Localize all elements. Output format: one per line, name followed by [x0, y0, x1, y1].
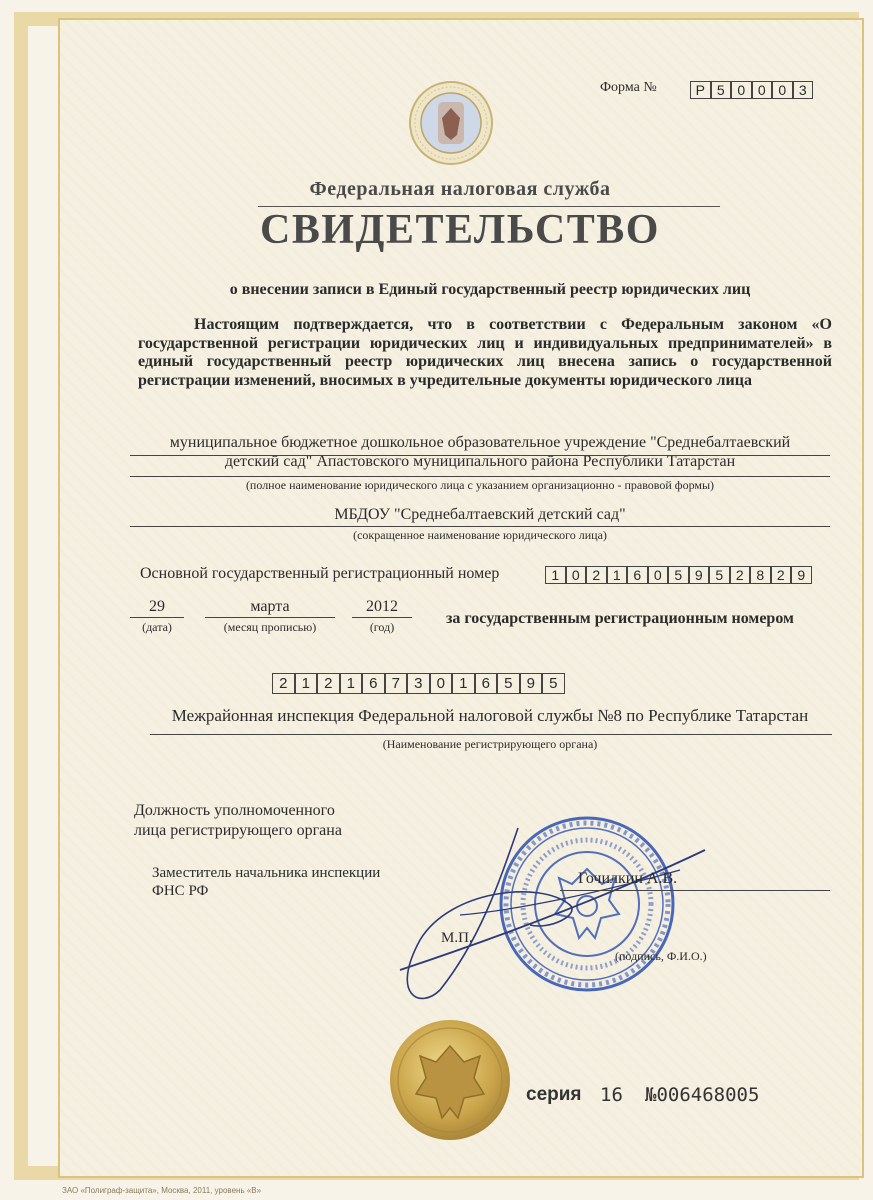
- ogrn-digit: 9: [791, 566, 812, 584]
- ogrn-digit: 0: [566, 566, 587, 584]
- grn-digit: 5: [497, 673, 520, 694]
- grn-digit: 2: [317, 673, 340, 694]
- grn-digit: 6: [475, 673, 498, 694]
- position-label-line2: лица регистрирующего органа: [134, 822, 342, 839]
- hologram-emblem-icon: [408, 80, 494, 166]
- form-code-char: 5: [711, 81, 732, 99]
- date-day: 29: [149, 598, 165, 615]
- handwritten-signature: [380, 820, 710, 1020]
- form-code-char: 0: [731, 81, 752, 99]
- position-title-line2: ФНС РФ: [152, 883, 209, 899]
- full-name-underline: [130, 476, 830, 477]
- ogrn-digit: 1: [607, 566, 628, 584]
- form-code-char: Р: [690, 81, 711, 99]
- ogrn-digit: 9: [689, 566, 710, 584]
- date-month-caption: (месяц прописью): [223, 620, 317, 634]
- registrar-caption: (Наименование регистрирующего органа): [382, 737, 598, 751]
- ogrn-digit: 8: [750, 566, 771, 584]
- signer-name: Гочилкин А.В.: [578, 870, 678, 887]
- date-month-underline: [205, 617, 335, 618]
- grn-digit: 1: [295, 673, 318, 694]
- full-name-line2: детский сад" Апастовского муниципального района Республики Татарстан: [224, 453, 736, 470]
- form-label: Форма №: [600, 80, 657, 95]
- grn-digit: 1: [452, 673, 475, 694]
- certificate-number: №006468005: [645, 1084, 760, 1106]
- agency-name: Федеральная налоговая служба: [309, 178, 611, 200]
- grn-digit: 3: [407, 673, 430, 694]
- series-label: серия: [526, 1084, 582, 1105]
- ogrn-digit: 2: [730, 566, 751, 584]
- short-name-underline: [130, 526, 830, 527]
- ogrn-digit: 2: [586, 566, 607, 584]
- registrar-underline: [150, 734, 832, 735]
- certificate-body: Настоящим подтверждается, что в соответствии с Федеральным законом «О государственной регистрации юридических лиц и индивидуальных предпринимателей» в единый государственный реестр юридических лиц внесена запись о государственной регистрации изменений, вносимых в учредительные документы юридического лица: [138, 316, 832, 389]
- full-name: [130, 433, 830, 471]
- gold-seal-icon: [388, 1018, 512, 1142]
- ogrn-number: [545, 566, 812, 584]
- grn-digit: 9: [520, 673, 543, 694]
- grn-digit: 1: [340, 673, 363, 694]
- date-year-underline: [352, 617, 412, 618]
- ogrn-digit: 5: [709, 566, 730, 584]
- date-year-caption: (год): [369, 620, 395, 634]
- document-title: СВИДЕТЕЛЬСТВО: [260, 207, 660, 253]
- series-value: 16: [600, 1084, 623, 1106]
- full-name-caption: (полное наименование юридического лица с указанием организационно - правовой формы): [245, 478, 715, 492]
- grn-digit: 6: [362, 673, 385, 694]
- grn-digit: 0: [430, 673, 453, 694]
- grn-digit: 5: [542, 673, 565, 694]
- form-code-char: 0: [752, 81, 773, 99]
- seal-place-label: М.П.: [441, 930, 473, 946]
- document-subtitle: о внесении записи в Единый государственный реестр юридических лиц: [229, 281, 751, 298]
- ogrn-label: Основной государственный регистрационный номер: [140, 565, 500, 582]
- form-code-char: 3: [793, 81, 814, 99]
- position-label: [134, 801, 342, 841]
- form-code: [690, 81, 813, 99]
- printer-footer: ЗАО «Полиграф-защита», Москва, 2011, уровень «В»: [62, 1186, 262, 1195]
- short-name: МБДОУ "Среднебалтаевский детский сад": [334, 506, 626, 523]
- date-day-underline: [130, 617, 184, 618]
- ogrn-digit: 2: [771, 566, 792, 584]
- full-name-line1: муниципальное бюджетное дошкольное образовательное учреждение "Среднебалтаевский: [169, 434, 791, 451]
- ogrn-digit: 6: [627, 566, 648, 584]
- signer-underline: [560, 890, 830, 891]
- grn-digit: 2: [272, 673, 295, 694]
- ogrn-digit: 0: [648, 566, 669, 584]
- position-title-line1: Заместитель начальника инспекции: [152, 865, 381, 881]
- date-day-caption: (дата): [142, 620, 172, 634]
- date-month: марта: [250, 598, 290, 615]
- grn-label: за государственным регистрационным номером: [446, 610, 794, 627]
- registrar-name: Межрайонная инспекция Федеральной налоговой службы №8 по Республике Татарстан: [171, 706, 809, 725]
- full-name-line1-underline: [130, 455, 830, 456]
- form-code-char: 0: [772, 81, 793, 99]
- signature-caption: (подпись, Ф.И.О.): [615, 949, 707, 963]
- grn-number: [272, 673, 565, 694]
- position-title: [152, 864, 380, 900]
- short-name-caption: (сокращенное наименование юридического лица): [353, 528, 607, 542]
- grn-digit: 7: [385, 673, 408, 694]
- ogrn-digit: 5: [668, 566, 689, 584]
- position-label-line1: Должность уполномоченного: [134, 802, 335, 819]
- ogrn-digit: 1: [545, 566, 566, 584]
- date-year: 2012: [366, 598, 398, 615]
